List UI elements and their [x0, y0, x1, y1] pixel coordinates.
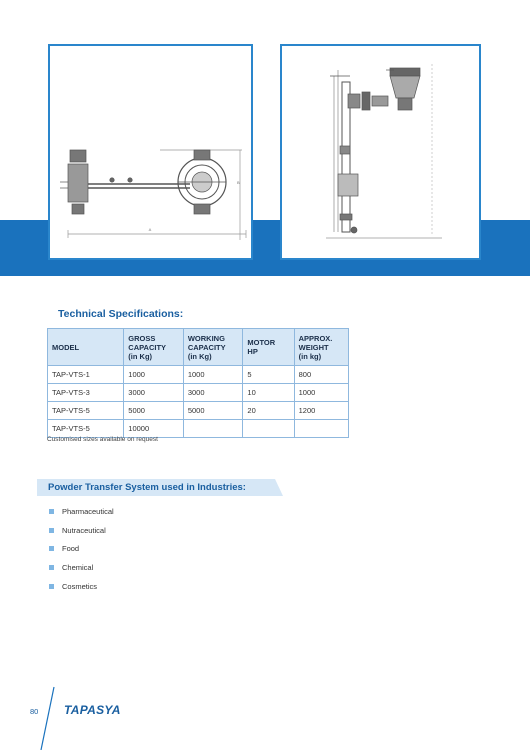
custom-sizes-note: Customised sizes available on request	[47, 436, 158, 443]
plan-view-drawing	[50, 46, 251, 258]
cell-motor: 20	[243, 402, 294, 420]
list-item	[49, 502, 114, 521]
cell-weight: 1000	[294, 384, 348, 402]
table-row	[48, 402, 349, 420]
spec-header-row	[48, 329, 349, 366]
bullet-square-icon	[49, 565, 54, 570]
list-item	[49, 521, 114, 540]
cell-model: TAP-VTS-5	[48, 402, 124, 420]
cell-model: TAP-VTS-5	[48, 420, 124, 438]
list-item	[49, 577, 114, 596]
table-row	[48, 420, 349, 438]
plan-view-frame	[48, 44, 253, 260]
cell-model: TAP-VTS-3	[48, 384, 124, 402]
cell-weight: 1200	[294, 402, 348, 420]
cell-working: 1000	[183, 366, 243, 384]
list-item	[49, 539, 114, 558]
cell-gross: 3000	[124, 384, 184, 402]
bullet-square-icon	[49, 546, 54, 551]
cell-weight	[294, 420, 348, 438]
table-row	[48, 384, 349, 402]
cell-motor: 10	[243, 384, 294, 402]
cell-model: TAP-VTS-1	[48, 366, 124, 384]
list-item-label: Chemical	[62, 562, 94, 572]
list-item-label: Food	[62, 544, 80, 554]
cell-gross: 1000	[124, 366, 184, 384]
list-item-label: Pharmaceutical	[62, 506, 114, 516]
cell-motor	[243, 420, 294, 438]
bullet-square-icon	[49, 528, 54, 533]
cell-working: 5000	[183, 402, 243, 420]
cell-gross: 10000	[124, 420, 184, 438]
list-item	[49, 558, 114, 577]
industries-title-bar	[37, 479, 283, 496]
bullet-square-icon	[49, 584, 54, 589]
cell-weight: 800	[294, 366, 348, 384]
header-working-capacity: WORKING CAPACITY (in Kg)	[183, 329, 243, 366]
elevation-view-caption: Elevation view	[358, 248, 403, 255]
plan-view-caption: Plan view	[135, 248, 166, 255]
table-row	[48, 366, 349, 384]
dimension-b-label: B	[237, 180, 240, 185]
cell-working	[183, 420, 243, 438]
cell-motor: 5	[243, 366, 294, 384]
dimension-a-label: A	[148, 227, 152, 232]
industries-title: Powder Transfer System used in Industries:	[48, 482, 246, 493]
header-motor-hp: MOTOR HP	[243, 329, 294, 366]
list-item-label: Cosmetics	[62, 581, 98, 591]
cell-working: 3000	[183, 384, 243, 402]
page-number: 80	[30, 707, 39, 716]
elevation-view-drawing	[282, 46, 479, 258]
list-item-label: Nutraceutical	[62, 525, 106, 535]
cell-gross: 5000	[124, 402, 184, 420]
elevation-view-frame	[280, 44, 481, 260]
spec-table	[47, 328, 349, 438]
bullet-square-icon	[49, 509, 54, 514]
tapasya-logo: TAPASYA	[64, 703, 121, 717]
header-model: MODEL	[48, 329, 124, 366]
industries-list	[49, 502, 114, 595]
spec-title: Technical Specifications:	[58, 308, 184, 320]
header-gross-capacity: GROSS CAPACITY (in Kg)	[124, 329, 184, 366]
header-approx-weight: APPROX. WEIGHT (in kg)	[294, 329, 348, 366]
